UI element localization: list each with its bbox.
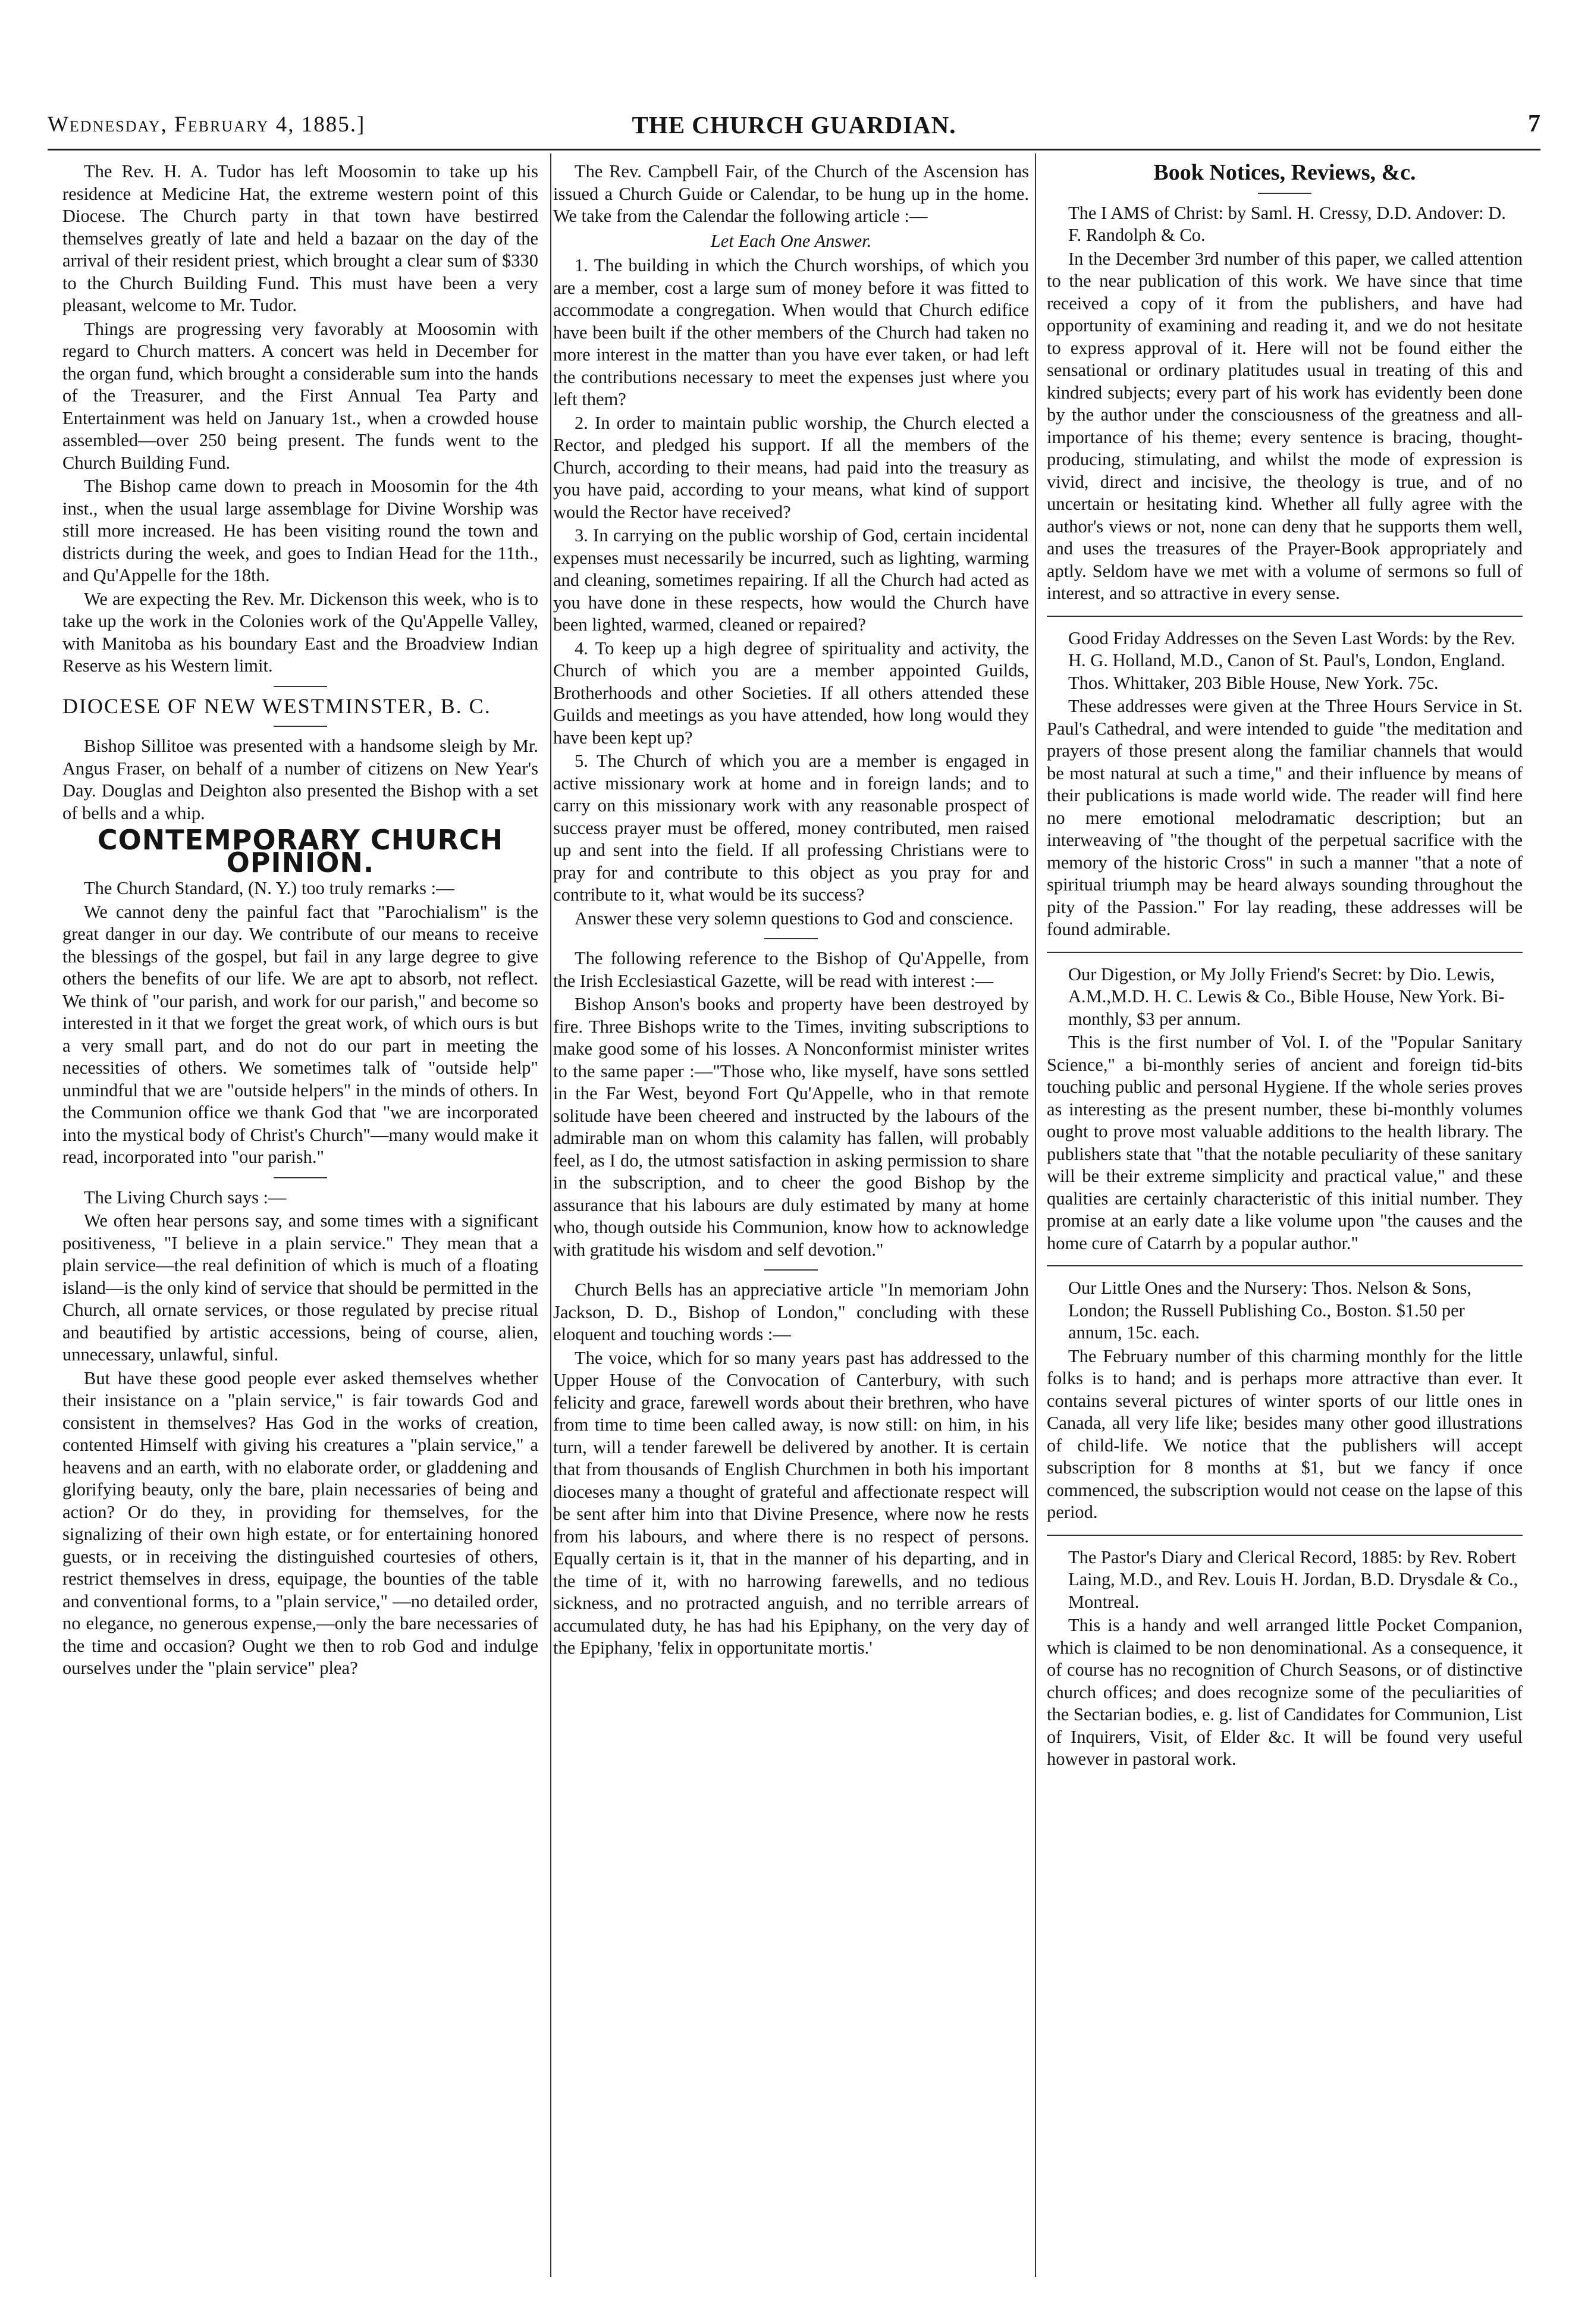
paragraph: Answer these very solemn questions to God and conscience. (575, 908, 1013, 929)
paragraph: We cannot deny the painful fact that "Parochialism" is the great danger in our day. We contribute of our means to receive the blessings of the gospel, but fail in any large degree to give others the benefits of our life. We are apt to absorb, not reflect. We think of "our parish, and work for our parish," and become so interested in it that we forget the great work, of which ours is but a very small part, and do not do our part in meeting the necessities of others. We sometimes talk of "outside help" unmindful that we are "outside helpers" in the minds of others. In the Communion office we thank God that "we are incorporated into the mystical body of Christ's Church"—many would make it read, incorporated into "our parish." (62, 901, 538, 1167)
paragraph: We often hear persons say, and some times with a significant positiveness, "I believe in a plain service." They mean that a plain service—the real definition of which is much of a floating island—is the only kind of service that should be permitted in the Church, all ornate services, or those regulated by precise ritual and beautified by artistic accessions, being of course, alien, unnecessary, unlawful, sinful. (62, 1210, 538, 1365)
paragraph: 1. The building in which the Church worships, of which you are a member, cost a large sum of money before it was fitted to accommodate a congregation. When would that Church edifice have been built if the other members of the Church had taken no more interest in the matter than you have ever taken, or had left the contributions necessary to meet the expenses just where you left them? (553, 255, 1029, 409)
section-heading: CONTEMPORARY CHURCH OPINION. (97, 824, 504, 879)
section-heading: DIOCESE OF NEW WESTMINSTER, B. C. (62, 694, 491, 718)
paragraph: 3. In carrying on the public worship of God, certain incidental expenses must necessarily be incurred, such as lighting, warming and cleaning, sometimes repairing. If all the Church had acted as you have done in these respects, how would the Church have been lighted, warmed, cleaned or repaired? (553, 525, 1029, 635)
book-review: This is a handy and well arranged little Pocket Companion, which is claimed to be non denominational. As a consequence, it of course has no recognition of Church Seasons, or of distinctive church offices; and does recognize some of the peculiarities of the Sectarian bodies, e. g. list of Candidates for Communion, List of Inquirers, Visit, of Elder &c. It will be found very useful however in pastoral work. (1047, 1615, 1523, 1769)
divider (1047, 1535, 1523, 1536)
book-title: Good Friday Addresses on the Seven Last Words: by the Rev. H. G. Holland, M.D., Canon of St. Paul's, London, England. Thos. Whittaker, 203 Bible House, New York. 75c. (1068, 628, 1515, 693)
page-number: 7 (1528, 110, 1540, 137)
divider (274, 686, 327, 687)
divider (274, 726, 327, 727)
book-title: Our Little Ones and the Nursery: Thos. Nelson & Sons, London; the Russell Publishing Co., Boston. $1.50 per annum, 15c. each. (1068, 1278, 1471, 1343)
divider (764, 1269, 818, 1271)
page-header (48, 107, 1540, 143)
paragraph: We are expecting the Rev. Mr. Dickenson this week, who is to take up the work in the Colonies work of the Qu'Appelle Valley, with Manitoba as his boundary East and the Broadview Indian Reserve as his Western limit. (62, 588, 538, 676)
divider (1258, 193, 1311, 194)
paragraph: Church Bells has an appreciative article "In memoriam John Jackson, D. D., Bishop of London," concluding with these eloquent and touching words :— (553, 1279, 1029, 1344)
header-rule (48, 149, 1540, 150)
issue-date: Wednesday, February 4, 1885.] (48, 112, 366, 137)
book-review: These addresses were given at the Three Hours Service in St. Paul's Cathedral, and were intended to guide "the meditation and prayers of those present along the familiar channels that would be most natural at such a time," and their influence by means of their publications is made world wide. The reader will find here no mere emotional melodramatic description; but an interweaving of "the thought of the perpetual sacrifice with the memory of the historic Cross" in such a manner "that a note of spiritual triumph may be heard always sounding throughout the pity of the Passion." For lay reading, these addresses will be found admirable. (1047, 696, 1523, 939)
newspaper-title: THE CHURCH GUARDIAN. (632, 111, 956, 139)
subheading: Let Each One Answer. (710, 230, 872, 251)
column-3 (1047, 161, 1523, 2275)
book-title: The Pastor's Diary and Clerical Record, 1885: by Rev. Robert Laing, M.D., and Rev. Louis H. Jordan, B.D. Drysdale & Co., Montreal. (1068, 1547, 1518, 1612)
paragraph: Bishop Sillitoe was presented with a handsome sleigh by Mr. Angus Fraser, on behalf of a number of citizens on New Year's Day. Douglas and Deighton also presented the Bishop with a set of bells and a whip. (62, 736, 538, 823)
book-title: Our Digestion, or My Jolly Friend's Secret: by Dio. Lewis, A.M.,M.D. H. C. Lewis & Co., Bible House, New York. Bi-monthly, $3 per annum. (1068, 964, 1505, 1029)
column-1 (62, 161, 538, 2275)
divider (274, 1177, 327, 1178)
paragraph: The voice, which for so many years past has addressed to the Upper House of the Convocation of Canterbury, with such felicity and grace, farewell words about their brethren, who have from time to time been called away, is now still: on him, in his turn, will a tender farewell be delivered by another. It is certain that from thousands of English Churchmen in both his important dioceses many a thought of grateful and affectionate respect will be sent after him into that Divine Presence, where now he rests from his labours, and where there is no respect of persons. Equally certain is it, that in the manner of his departing, and in the time of it, with no harrowing farewells, and no tedious sickness, and no protracted anguish, and no terrible arrears of accumulated duty, he has had his Epiphany, on the very day of the Epiphany, 'felix in opportunitate mortis.' (553, 1347, 1029, 1658)
paragraph: The Living Church says :— (84, 1187, 287, 1208)
section-heading: Book Notices, Reviews, &c. (1153, 161, 1416, 185)
paragraph: The Rev. Campbell Fair, of the Church of the Ascension has issued a Church Guide or Calendar, to be hung up in the home. We take from the Calendar the following article :— (553, 161, 1029, 226)
divider (764, 938, 818, 939)
paragraph: 4. To keep up a high degree of spirituality and activity, the Church of which you are a member appointed Guilds, Brotherhoods and other Societies. If all others attended these Guilds and meetings as you have attended, how long would they have been kept up? (553, 638, 1029, 748)
paragraph: The Rev. H. A. Tudor has left Moosomin to take up his residence at Medicine Hat, the extreme western point of this Diocese. The Church party in that town have bestirred themselves greatly of late and held a bazaar on the day of the arrival of their resident priest, which brought a clear sum of $330 to the Church Building Fund. This must have been a very pleasant, welcome to Mr. Tudor. (62, 161, 538, 315)
divider (1047, 1265, 1523, 1266)
divider (1047, 952, 1523, 953)
paragraph: 2. In order to maintain public worship, the Church elected a Rector, and pledged his support. If all the members of the Church, according to their means, had paid into the treasury as you have paid, according to your means, what kind of support would the Rector have received? (553, 412, 1029, 522)
column-divider-1 (550, 153, 551, 2277)
book-review: The February number of this charming monthly for the little folks is to hand; and is perhaps more attractive than ever. It contains several pictures of winter sports of our little ones in Canada, all very life like; besides many other good illustrations of child-life. We notice that the publishers will accept subscription for 8 months at $1, but we fancy if once commenced, the subscription would not cease on the lapse of this period. (1047, 1346, 1523, 1522)
paragraph: Things are progressing very favorably at Moosomin with regard to Church matters. A concert was held in December for the organ fund, which brought a considerable sum into the hands of the Treasurer, and the First Annual Tea Party and Entertainment was held on January 1st., when a crowded house assembled—over 250 being present. The funds went to the Church Building Fund. (62, 318, 538, 473)
column-divider-2 (1035, 153, 1036, 2277)
divider (1047, 616, 1523, 617)
column-2 (553, 161, 1029, 2275)
book-title: The I AMS of Christ: by Saml. H. Cressy, D.D. Andover: D. F. Randolph & Co. (1068, 202, 1506, 245)
paragraph: Bishop Anson's books and property have been destroyed by fire. Three Bishops write to the Times, inviting subscriptions to make good some of his losses. A Nonconformist minister writes to the same paper :—"Those who, like myself, have sons settled in the Far West, beyond Fort Qu'Appelle, who in that remote solitude have been cheered and instructed by the labours of the admirable man on whom this calamity has fallen, will probably feel, as I do, the utmost satisfaction in asking permission to share in the subscription, and to cheer the good Bishop by the assurance that his labours are duly estimated by many at home who, though outside his Communion, know how to acknowledge with gratitude his wisdom and self devotion." (553, 994, 1029, 1260)
book-review: In the December 3rd number of this paper, we called attention to the near publication of this work. We have since that time received a copy of it from the publishers, and have had opportunity of examining and reading it, and we do not hesitate to express approval of it. Here will not be found either the sensational or ordinary platitudes usual in treating of this and kindred subjects; every part of his work has evidently been done by the author under the consciousness of the greatness and all-importance of his theme; every sentence is bracing, thought-producing, stimulating, and whilst the mode of expression is vivid, direct and incisive, the theology is true, and of no uncertain or hesitating kind. Whether all fully agree with the author's views or not, none can deny that he supports them well, and uses the treasures of the Prayer-Book appropriately and aptly. Seldom have we met with a volume of sermons so full of interest, and so attractive in every sense. (1047, 248, 1523, 603)
paragraph: The following reference to the Bishop of Qu'Appelle, from the Irish Ecclesiastical Gazette, will be read with interest :— (553, 948, 1029, 991)
paragraph: The Church Standard, (N. Y.) too truly remarks :— (84, 878, 454, 898)
paragraph: The Bishop came down to preach in Moosomin for the 4th inst., when the usual large assemblage for Divine Worship was still more increased. He has been visiting round the town and districts during the week, and goes to Indian Head for the 11th., and Qu'Appelle for the 18th. (62, 476, 538, 585)
book-review: This is the first number of Vol. I. of the "Popular Sanitary Science," a bi-monthly series of ancient and foreign tid-bits touching public and personal Hygiene. If the whole series proves as interesting as the present number, these bi-monthly volumes ought to prove most valuable additions to the health library. The publishers state that "that the notable peculiarity of these sanitary will be their extreme simplicity and practical value," and these qualities are certainly characteristic of this initial number. They promise at an early date a like volume upon "the causes and the home cure of Catarrh by a popular author." (1047, 1032, 1523, 1253)
paragraph: 5. The Church of which you are a member is engaged in active missionary work at home and in foreign lands; and to carry on this missionary work with any reasonable prospect of success prayer must be offered, money contributed, men raised up and sent into the field. If all professing Christians were to pray for and contribute to this object as you pray for and contribute to it, what would be its success? (553, 751, 1029, 905)
paragraph: But have these good people ever asked themselves whether their insistance on a "plain service," is fair towards God and consistent in themselves? Has God in the works of creation, contented Himself with giving his creatures a "plain service," a heavens and an earth, with no elaborate order, or gladdening and glorifying beauty, only the bare, plain necessaries of being and action? Or do they, in providing for themselves, for the signalizing of their own high estate, or for entertaining honored guests, or in receiving the distinguished courtesies of others, restrict themselves in dress, equipage, the bounties of the table and conventional forms, to a "plain service," —no detailed order, no elegance, no generous expense,—only the bare necessaries of the time and occasion? Ought we then to rob God and indulge ourselves under the "plain service" plea? (62, 1368, 538, 1678)
